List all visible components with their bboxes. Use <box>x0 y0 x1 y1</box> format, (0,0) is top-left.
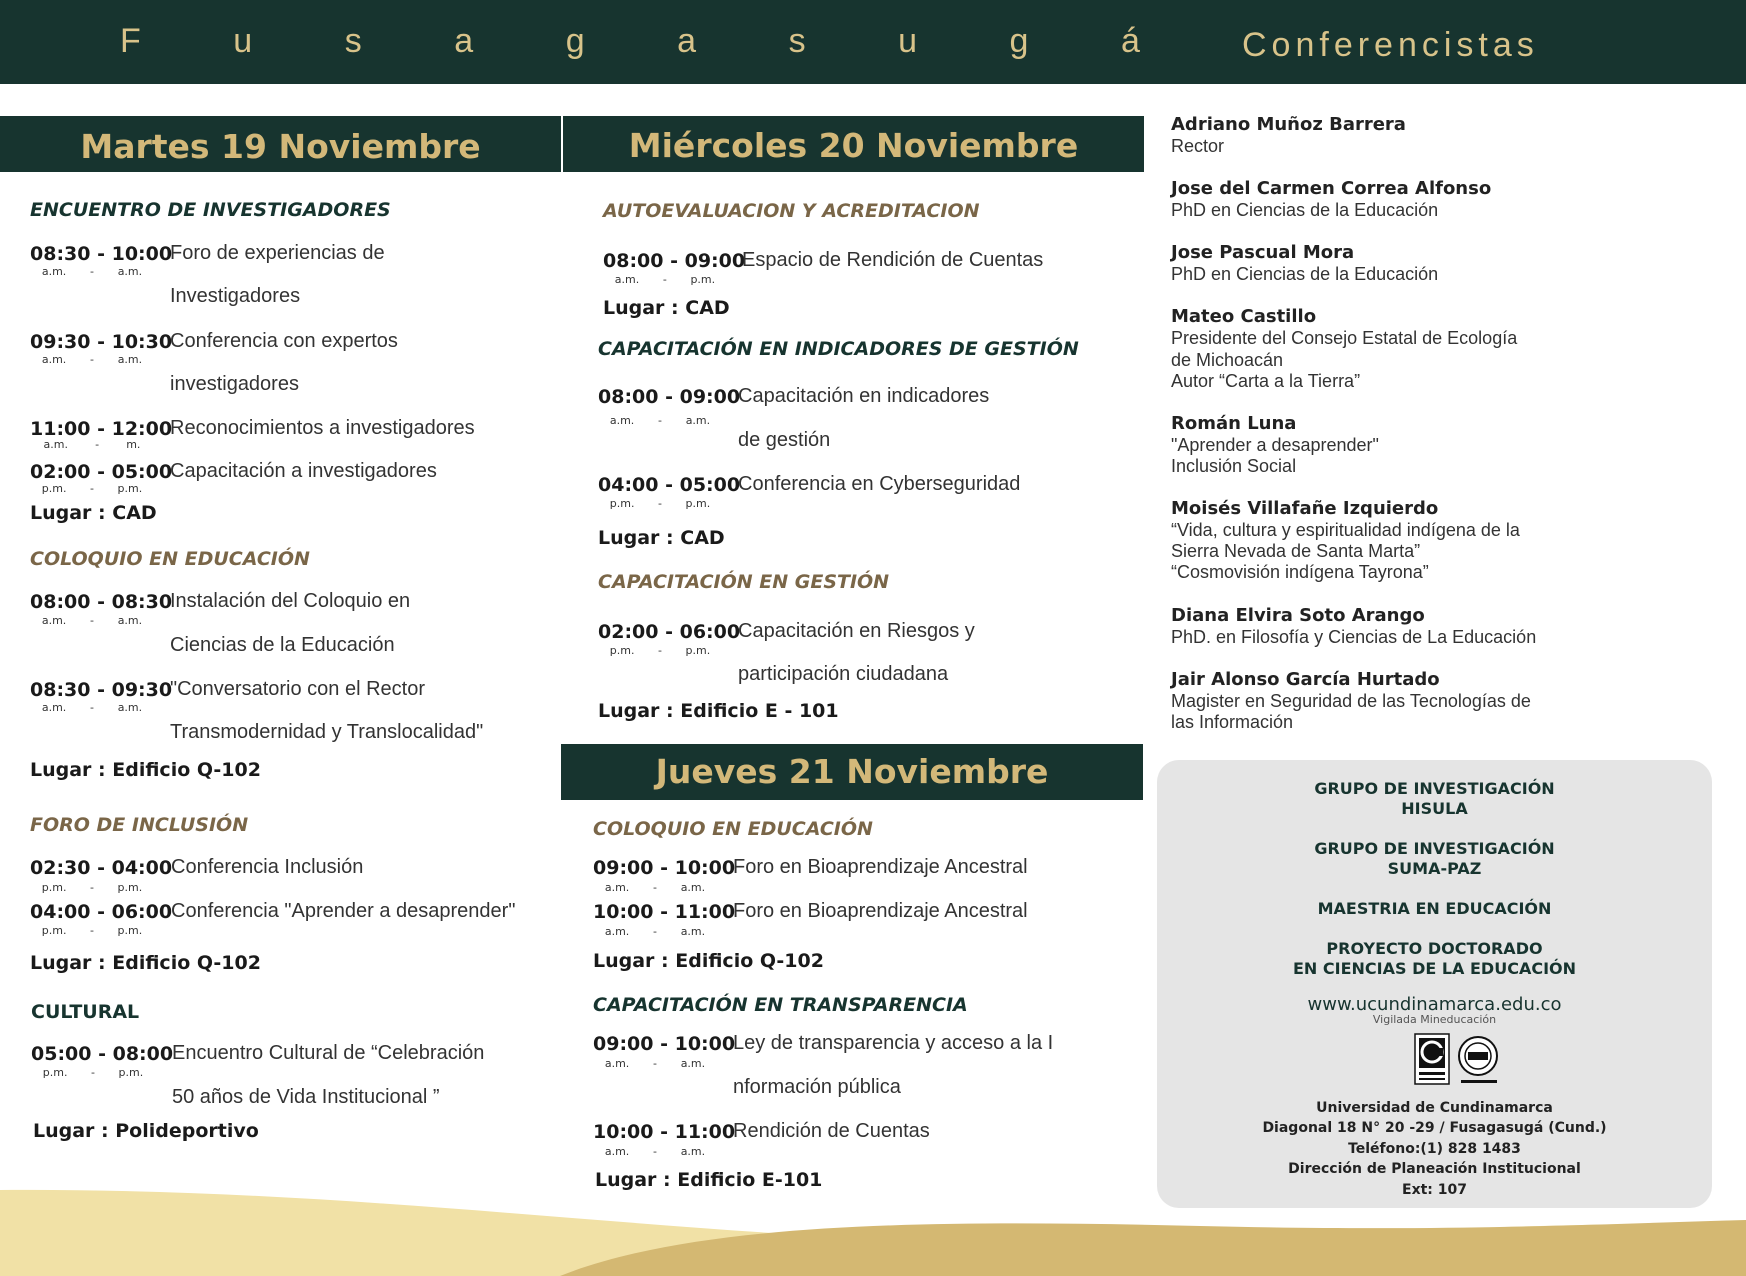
speaker-name: Jose del Carmen Correa Alfonso <box>1171 178 1492 199</box>
header-title: Conferencistas <box>1242 26 1539 64</box>
event-time: 05:00 - 08:00 <box>31 1043 174 1065</box>
city-letter: u <box>898 22 917 60</box>
section-title: CAPACITACIÓN EN TRANSPARENCIA <box>593 994 968 1016</box>
speaker-role: Rector <box>1171 136 1225 156</box>
event-ampm: p.m. - p.m. <box>609 644 711 657</box>
event-time: 08:30 - 09:30 <box>30 679 173 701</box>
event-location: Lugar : Polideportivo <box>33 1120 259 1142</box>
event-desc: investigadores <box>170 373 299 395</box>
city-letter: s <box>788 22 806 60</box>
event-ampm: p.m. - p.m. <box>41 881 143 894</box>
section-title: FORO DE INCLUSIÓN <box>30 814 249 836</box>
event-desc: Ley de transparencia y acceso a la I <box>733 1032 1054 1054</box>
event-time: 09:00 - 10:00 <box>593 1033 736 1055</box>
event-ampm: a.m. - a.m. <box>604 1057 706 1070</box>
event-location: Lugar : Edificio E - 101 <box>598 700 839 722</box>
event-desc: Foro en Bioaprendizaje Ancestral <box>733 856 1028 878</box>
section-title: ENCUENTRO DE INVESTIGADORES <box>30 199 391 221</box>
vigilada-text: Vigilada Mineducación <box>1372 1013 1497 1026</box>
event-desc: Reconocimientos a investigadores <box>170 417 475 439</box>
speaker-role: de Michoacán <box>1171 350 1284 370</box>
city-letter: u <box>233 22 253 60</box>
city-letter: s <box>344 22 362 60</box>
speaker-role: Autor “Carta a la Tierra” <box>1171 371 1361 391</box>
event-desc: participación ciudadana <box>738 663 949 685</box>
program-name: MAESTRIA EN EDUCACIÓN <box>1317 899 1552 918</box>
event-desc: Investigadores <box>170 285 301 307</box>
event-time: 04:00 - 05:00 <box>598 474 741 496</box>
event-ampm: a.m. - a.m. <box>41 614 143 627</box>
event-time: 02:30 - 04:00 <box>30 857 173 879</box>
speaker-name: Mateo Castillo <box>1171 306 1317 327</box>
speaker-role: PhD. en Filosofía y Ciencias de La Educación <box>1171 627 1537 647</box>
event-desc: Transmodernidad y Translocalidad" <box>170 721 484 743</box>
event-desc: Encuentro Cultural de “Celebración <box>172 1042 485 1064</box>
city-letter: g <box>1009 22 1029 60</box>
research-group: SUMA-PAZ <box>1387 859 1482 878</box>
section-title: CAPACITACIÓN EN INDICADORES DE GESTIÓN <box>598 338 1079 360</box>
event-desc: nformación pública <box>733 1076 901 1098</box>
event-time: 02:00 - 06:00 <box>598 621 741 643</box>
day-header-tuesday: Martes 19 Noviembre <box>0 116 561 172</box>
event-desc: Espacio de Rendición de Cuentas <box>742 249 1044 271</box>
speaker-role: PhD en Ciencias de la Educación <box>1171 264 1439 284</box>
event-time: 10:00 - 11:00 <box>593 1121 736 1143</box>
event-desc: Conferencia Inclusión <box>171 856 364 878</box>
event-ampm: a.m. - a.m. <box>604 925 706 938</box>
city-letter: F <box>120 22 141 60</box>
speaker-role: las Información <box>1171 712 1294 732</box>
speaker-role: “Cosmovisión indígena Tayrona” <box>1171 562 1429 582</box>
event-ampm: a.m. - a.m. <box>604 881 706 894</box>
speaker-name: Adriano Muñoz Barrera <box>1171 114 1406 135</box>
event-time: 09:00 - 10:00 <box>593 857 736 879</box>
event-desc: Conferencia "Aprender a desaprender" <box>171 900 516 922</box>
program-name: PROYECTO DOCTORADO <box>1326 939 1543 958</box>
speaker-role: Sierra Nevada de Santa Marta” <box>1171 541 1421 561</box>
event-ampm: a.m. - m. <box>43 438 141 451</box>
event-ampm: a.m. - a.m. <box>41 701 143 714</box>
speaker-role: "Aprender a desaprender" <box>1171 435 1379 455</box>
section-title: CULTURAL <box>31 1001 140 1023</box>
event-desc: Instalación del Coloquio en <box>170 590 411 612</box>
event-time: 08:00 - 09:00 <box>603 250 746 272</box>
research-group: GRUPO DE INVESTIGACIÓN <box>1314 839 1555 858</box>
speaker-name: Jair Alonso García Hurtado <box>1171 669 1440 690</box>
program-name: EN CIENCIAS DE LA EDUCACIÓN <box>1292 959 1577 978</box>
event-time: 02:00 - 05:00 <box>30 461 173 483</box>
event-ampm: a.m. - a.m. <box>604 1145 706 1158</box>
speaker-role: PhD en Ciencias de la Educación <box>1171 200 1439 220</box>
event-desc: Foro en Bioaprendizaje Ancestral <box>733 900 1028 922</box>
event-desc: "Conversatorio con el Rector <box>170 678 425 700</box>
event-desc: Rendición de Cuentas <box>733 1120 930 1142</box>
header-city <box>120 22 1140 61</box>
city-letter: a <box>677 22 697 60</box>
event-location: Lugar : CAD <box>598 527 725 549</box>
city-letter: g <box>565 22 585 60</box>
event-time: 04:00 - 06:00 <box>30 901 173 923</box>
event-desc: Foro de experiencias de <box>170 242 385 264</box>
event-time: 08:00 - 08:30 <box>30 591 173 613</box>
speaker-role: Presidente del Consejo Estatal de Ecología <box>1171 328 1518 348</box>
event-ampm: p.m. - p.m. <box>41 924 143 937</box>
event-ampm: a.m. - a.m. <box>609 414 711 427</box>
event-desc: Ciencias de la Educación <box>170 634 395 656</box>
website-link[interactable]: www.ucundinamarca.edu.co <box>1307 994 1562 1015</box>
event-time: 09:30 - 10:30 <box>30 331 173 353</box>
event-desc: Capacitación a investigadores <box>170 460 437 482</box>
event-location: Lugar : Edificio Q-102 <box>30 759 261 781</box>
event-location: Lugar : CAD <box>30 502 157 524</box>
university-address: Diagonal 18 N° 20 -29 / Fusagasugá (Cund.) <box>1262 1120 1607 1136</box>
event-ampm: p.m. - p.m. <box>42 1066 144 1079</box>
speaker-name: Jose Pascual Mora <box>1171 242 1355 263</box>
speaker-name: Diana Elvira Soto Arango <box>1171 605 1425 626</box>
university-name: Universidad de Cundinamarca <box>1316 1100 1553 1116</box>
event-location: Lugar : CAD <box>603 297 730 319</box>
decorative-wave-icon <box>0 1180 1746 1276</box>
certification-logos-icon <box>1413 1032 1513 1088</box>
day-header-wednesday: Miércoles 20 Noviembre <box>563 116 1144 172</box>
section-title: CAPACITACIÓN EN GESTIÓN <box>598 571 890 593</box>
event-ampm: a.m. - a.m. <box>41 353 143 366</box>
event-ampm: p.m. - p.m. <box>609 497 711 510</box>
phone-extension: Ext: 107 <box>1402 1182 1467 1198</box>
event-desc: 50 años de Vida Institucional ” <box>172 1086 440 1108</box>
event-time: 11:00 - 12:00 <box>30 418 173 440</box>
event-desc: de gestión <box>738 429 831 451</box>
event-time: 08:30 - 10:00 <box>30 243 173 265</box>
event-desc: Capacitación en indicadores <box>738 385 990 407</box>
research-group: HISULA <box>1401 799 1468 818</box>
event-location: Lugar : Edificio Q-102 <box>30 952 261 974</box>
event-ampm: a.m. - p.m. <box>614 273 716 286</box>
event-ampm: a.m. - a.m. <box>41 265 143 278</box>
event-location: Lugar : Edificio Q-102 <box>593 950 824 972</box>
event-location: Lugar : Edificio E-101 <box>595 1169 823 1191</box>
speaker-role: Inclusión Social <box>1171 456 1297 476</box>
speaker-name: Moisés Villafañe Izquierdo <box>1171 498 1439 519</box>
university-phone: Teléfono:(1) 828 1483 <box>1348 1141 1521 1157</box>
event-ampm: p.m. - p.m. <box>41 482 143 495</box>
speaker-role: “Vida, cultura y espiritualidad indígena de la <box>1171 520 1520 540</box>
section-title: COLOQUIO EN EDUCACIÓN <box>30 548 310 570</box>
department-name: Dirección de Planeación Institucional <box>1288 1161 1581 1177</box>
event-desc: Conferencia en Cyberseguridad <box>738 473 1021 495</box>
city-letter: á <box>1120 22 1140 60</box>
city-letter: a <box>454 22 474 60</box>
speaker-role: Magister en Seguridad de las Tecnologías de <box>1171 691 1531 711</box>
event-desc: Capacitación en Riesgos y <box>738 620 975 642</box>
day-header-thursday: Jueves 21 Noviembre <box>561 744 1143 800</box>
research-group: GRUPO DE INVESTIGACIÓN <box>1314 779 1555 798</box>
event-time: 10:00 - 11:00 <box>593 901 736 923</box>
section-title: AUTOEVALUACION Y ACREDITACION <box>603 200 980 222</box>
event-time: 08:00 - 09:00 <box>598 386 741 408</box>
event-desc: Conferencia con expertos <box>170 330 398 352</box>
speaker-name: Román Luna <box>1171 413 1297 434</box>
section-title: COLOQUIO EN EDUCACIÓN <box>593 818 873 840</box>
